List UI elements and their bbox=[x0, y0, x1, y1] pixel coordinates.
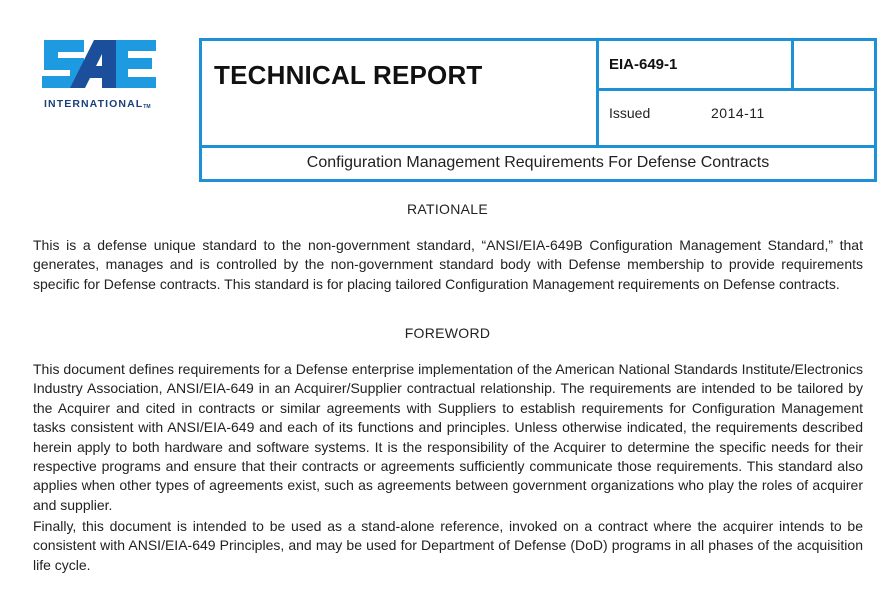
sae-international-logo bbox=[40, 38, 165, 113]
doc-id: EIA-649-1 bbox=[609, 56, 678, 73]
section-heading-foreword: FOREWORD bbox=[404, 325, 491, 341]
doc-type-title: TECHNICAL REPORT bbox=[214, 60, 483, 90]
section-heading-rationale: RATIONALE bbox=[406, 201, 488, 217]
logo-subtext: INTERNATIONAL™ bbox=[44, 98, 151, 110]
foreword-paragraph-2: Finally, this document is intended to be used as a stand-alone reference, invoked on a contract where the acquirer intends to be consistent with ANSI/EIA-649 Principles, and may be used for Department of Defense (DoD) programs in all phases of the acquisition life cycle. bbox=[33, 518, 863, 573]
doc-id-cell bbox=[599, 41, 794, 91]
doc-type-cell bbox=[202, 41, 599, 145]
report-header-box bbox=[199, 38, 877, 182]
doc-title-cell bbox=[202, 145, 874, 179]
foreword-paragraph-1: This document defines requirements for a Defense enterprise implementation of the American National Standards Institute/Electronics Industry Association, ANSI/EIA-649 in an Acquirer/Supplier contractual relationship. The requirements are intended to be tailored by the Acquirer and cited in contracts or similar agreements with Suppliers to establish requirements for Configuration Management tasks consistent with ANSI/EIA-649 and each of its functions and principles. Unless otherwise indicated, the requirements described herein apply to both hardware and software systems. It is the responsibility of the Acquirer to determine the specific needs for their respective programs and ensure that their contracts or agreements sufficiently communicate those requirements. This standard also applies when other types of agreements exist, such as agreements between government organizations who play the roles of acquirer and supplier. bbox=[33, 361, 863, 513]
issued-cell bbox=[599, 91, 874, 145]
sae-logo-mark-icon bbox=[40, 38, 158, 90]
rationale-paragraph: This is a defense unique standard to the non-government standard, “ANSI/EIA-649B Configuration Management Standard,” that generates, manages and is controlled by the non-government standard body with Defense membership to provide requirements specific for Defense contracts. This standard is for placing tailored Configuration Management requirements on Defense contracts. bbox=[33, 237, 863, 292]
doc-title: Configuration Management Requirements For Defense Contracts bbox=[306, 154, 770, 171]
blank-cell bbox=[794, 41, 874, 91]
issued-label: Issued bbox=[609, 105, 651, 121]
issued-date: 2014-11 bbox=[711, 105, 765, 121]
